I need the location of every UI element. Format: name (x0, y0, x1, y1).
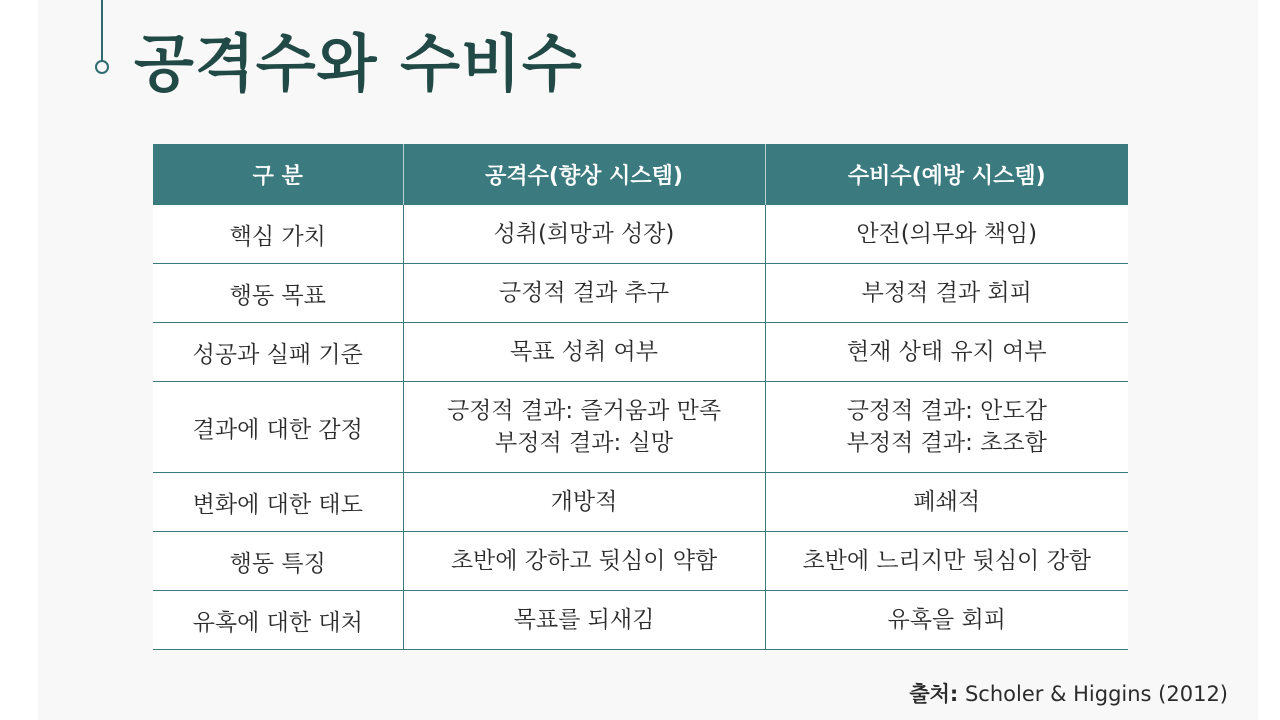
row-category: 변화에 대한 태도 (153, 473, 403, 532)
offense-text: 긍정적 결과: 즐거움과 만족 (446, 398, 722, 424)
offense-text: 부정적 결과: 실망 (495, 430, 673, 456)
defense-text: 안전(의무와 책임) (856, 221, 1038, 247)
table-row (153, 532, 1128, 591)
row-category: 유혹에 대한 대처 (153, 591, 403, 650)
row-category: 행동 목표 (153, 264, 403, 323)
offense-cell (403, 591, 765, 650)
source-text: Scholer & Higgins (2012) (958, 682, 1228, 706)
comparison-table (153, 144, 1128, 650)
table-row (153, 205, 1128, 264)
accent-line (101, 0, 103, 62)
defense-text: 긍정적 결과: 안도감 (846, 398, 1047, 424)
offense-text: 개방적 (550, 489, 618, 515)
defense-cell (765, 264, 1128, 323)
offense-text: 성취(희망과 성장) (493, 221, 675, 247)
defense-cell (765, 382, 1128, 473)
row-category: 성공과 실패 기준 (153, 323, 403, 382)
header-category: 구 분 (153, 144, 403, 205)
defense-text: 초반에 느리지만 뒷심이 강함 (802, 548, 1092, 574)
offense-cell (403, 532, 765, 591)
table-row (153, 382, 1128, 473)
offense-text: 목표 성취 여부 (510, 339, 658, 365)
defense-cell (765, 205, 1128, 264)
source-label: 출처: (909, 682, 959, 706)
header-defense: 수비수(예방 시스템) (765, 144, 1128, 205)
row-category: 핵심 가치 (153, 205, 403, 264)
slide-title: 공격수와 수비수 (134, 27, 583, 100)
offense-text: 목표를 되새김 (513, 607, 655, 633)
row-category: 행동 특징 (153, 532, 403, 591)
table-row (153, 591, 1128, 650)
table-header-row (153, 144, 1128, 205)
defense-text: 유혹을 회피 (887, 607, 1006, 633)
offense-cell (403, 382, 765, 473)
offense-cell (403, 473, 765, 532)
defense-text: 현재 상태 유지 여부 (846, 339, 1047, 365)
offense-text: 초반에 강하고 뒷심이 약함 (450, 548, 718, 574)
table-row (153, 473, 1128, 532)
accent-dot-icon (95, 60, 109, 74)
table-row (153, 264, 1128, 323)
offense-text: 긍정적 결과 추구 (498, 280, 670, 306)
defense-cell (765, 323, 1128, 382)
offense-cell (403, 323, 765, 382)
offense-cell (403, 264, 765, 323)
header-offense: 공격수(향상 시스템) (403, 144, 765, 205)
defense-text: 부정적 결과: 초조함 (846, 430, 1047, 456)
table-row (153, 323, 1128, 382)
defense-cell (765, 473, 1128, 532)
defense-cell (765, 532, 1128, 591)
defense-text: 폐쇄적 (913, 489, 981, 515)
row-category: 결과에 대한 감정 (153, 382, 403, 473)
defense-text: 부정적 결과 회피 (861, 280, 1032, 306)
source-citation (909, 678, 1228, 708)
offense-cell (403, 205, 765, 264)
defense-cell (765, 591, 1128, 650)
